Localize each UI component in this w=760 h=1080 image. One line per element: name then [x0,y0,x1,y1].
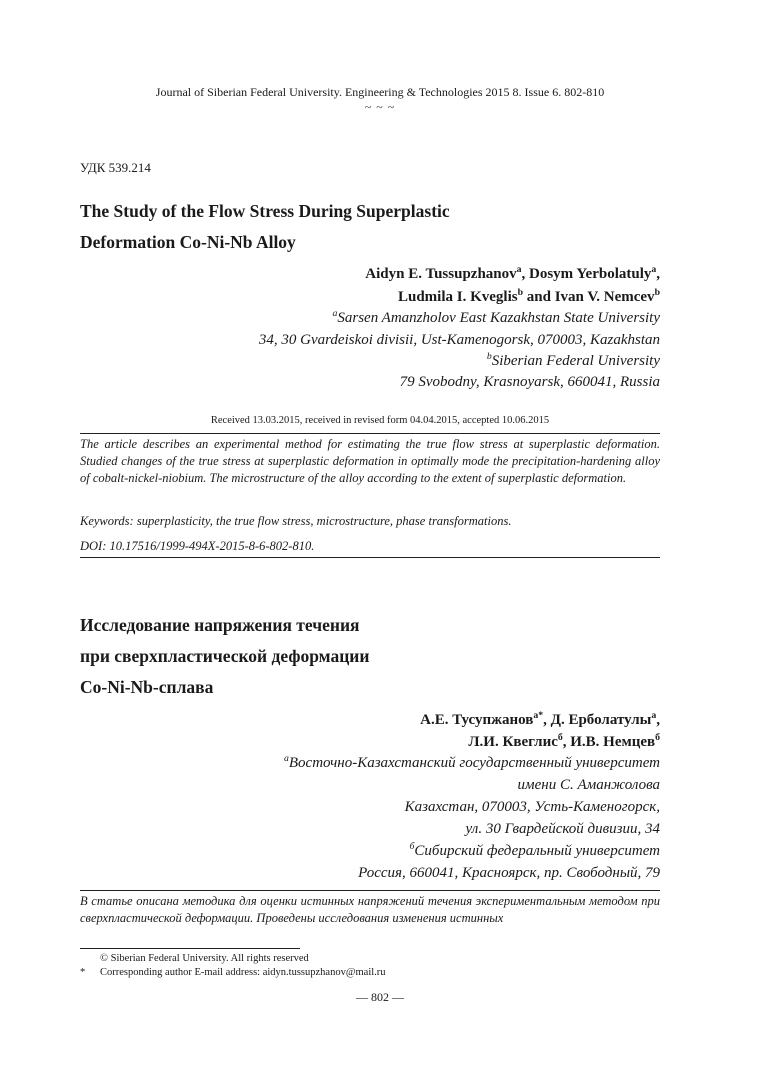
english-title-line-1: The Study of the Flow Stress During Superplastic [80,201,450,221]
ru-author-1-affil-mark: а* [533,710,544,721]
russian-title-line-3: Co-Ni-Nb-сплава [80,677,214,697]
english-authors-line-1 [365,266,660,283]
english-keywords: Keywords: superplasticity, the true flow stress, microstructure, phase transformations. [80,514,512,528]
russian-title-line-1: Исследование напряжения течения [80,615,360,635]
ru-affiliation-a-line-1 [284,755,660,772]
corresponding-author-footnote: Corresponding author E-mail address: aidyn.tussupzhanov@mail.ru [100,967,386,978]
received-dates: Received 13.03.2015, received in revised form 04.04.2015, accepted 10.06.2015 [210,415,550,426]
russian-abstract: В статье описана методика для оценки истинных напряжений течения экспериментальным методом при сверхпластической деформации. Проведены исследования изменения истинных [80,894,660,925]
russian-authors-line-2 [468,734,660,751]
author-3-affil-mark: b [517,287,524,298]
affiliation-b-name [487,353,660,370]
udk-code: УДК 539.214 [80,160,151,175]
author-3-name: Ludmila I. Kveglis [397,289,518,305]
affiliation-a-address: 34, 30 Gvardeiskoi divisii, Ust-Kamenogorsk, 070003, Kazakhstan [258,332,660,348]
header-ornament: ~ ~ ~ [364,100,396,114]
ru-author-3-name: Л.И. Квеглис [468,734,558,750]
ru-affiliation-b-line-1 [409,843,660,860]
ru-affiliation-b-text: Сибирский федеральный университет [414,843,660,859]
footnote-rule [80,948,300,949]
author-4-name: Ivan V. Nemcev [554,289,655,305]
copyright-footnote: © Siberian Federal University. All rights reserved [100,953,309,964]
abstract-bottom-rule [80,557,660,558]
english-abstract: The article describes an experimental method for estimating the true flow stress at superplastic deformation. Studied changes of the true stress at superplastic deformation in optimally mode the precipitation-hardening alloy of cobalt-nickel-niobium. The microstructure of the alloy according to the extent of superplastic deformation. [80,437,660,485]
english-title-line-2: Deformation Co-Ni-Nb Alloy [80,232,296,252]
russian-authors-line-1 [420,712,660,729]
russian-title-line-2: при сверхпластической деформации [80,646,370,666]
ru-affiliation-a-line-2: имени С. Аманжолова [517,777,660,793]
ru-affiliation-a-line-4: ул. 30 Гвардейской дивизии, 34 [465,821,660,837]
page-number: — 802 — [356,990,404,1004]
author-separator: , [521,266,530,282]
abstract-top-rule [80,433,660,434]
ru-affiliation-b-mark: б [409,841,415,852]
author-2-name: Dosym Yerbolatuly [529,266,652,282]
ru-author-4-affil-mark: б [655,732,660,743]
author-separator: , [562,734,571,750]
author-conjunction: and [523,289,555,305]
affiliation-b-mark: b [486,351,492,362]
ru-author-2-name: Д. Ерболатулы [550,712,652,728]
author-separator: , [656,712,660,728]
ru-author-1-name: А.Е. Тусупжанов [420,712,534,728]
ru-affiliation-b-line-2: Россия, 660041, Красноярск, пр. Свободный, 79 [358,865,660,881]
journal-header: Journal of Siberian Federal University. Engineering & Technologies 2015 8. Issue 6. 802-810 [155,85,605,99]
ru-abstract-top-rule [80,890,660,891]
affiliation-a-name [333,310,661,327]
author-separator: , [543,712,551,728]
ru-author-3-affil-mark: б [557,732,563,743]
author-separator: , [656,266,660,282]
affiliation-a-text: Sarsen Amanzholov East Kazakhstan State University [337,310,660,326]
author-2-affil-mark: a [651,264,657,275]
footnote-star: * [80,967,86,978]
english-doi: DOI: 10.17516/1999-494X-2015-8-6-802-810. [80,539,315,553]
ru-author-2-affil-mark: а [651,710,657,721]
english-title [80,196,540,258]
ru-affiliation-a-text: Восточно-Казахстанский государственный университет [288,755,660,771]
ru-affiliation-a-line-3: Казахстан, 070003, Усть-Каменогорск, [404,799,660,815]
affiliation-b-text: Siberian Federal University [491,353,660,369]
ru-affiliation-a-mark: а [284,753,289,764]
author-1-name: Aidyn E. Tussupzhanov [365,266,517,282]
author-1-affil-mark: a [516,264,522,275]
affiliation-a-mark: a [332,308,338,319]
russian-title [80,610,540,703]
author-4-affil-mark: b [654,287,660,298]
affiliation-b-address: 79 Svobodny, Krasnoyarsk, 660041, Russia [399,374,660,390]
english-authors-line-2 [398,289,660,306]
ru-author-4-name: И.В. Немцев [570,734,656,750]
